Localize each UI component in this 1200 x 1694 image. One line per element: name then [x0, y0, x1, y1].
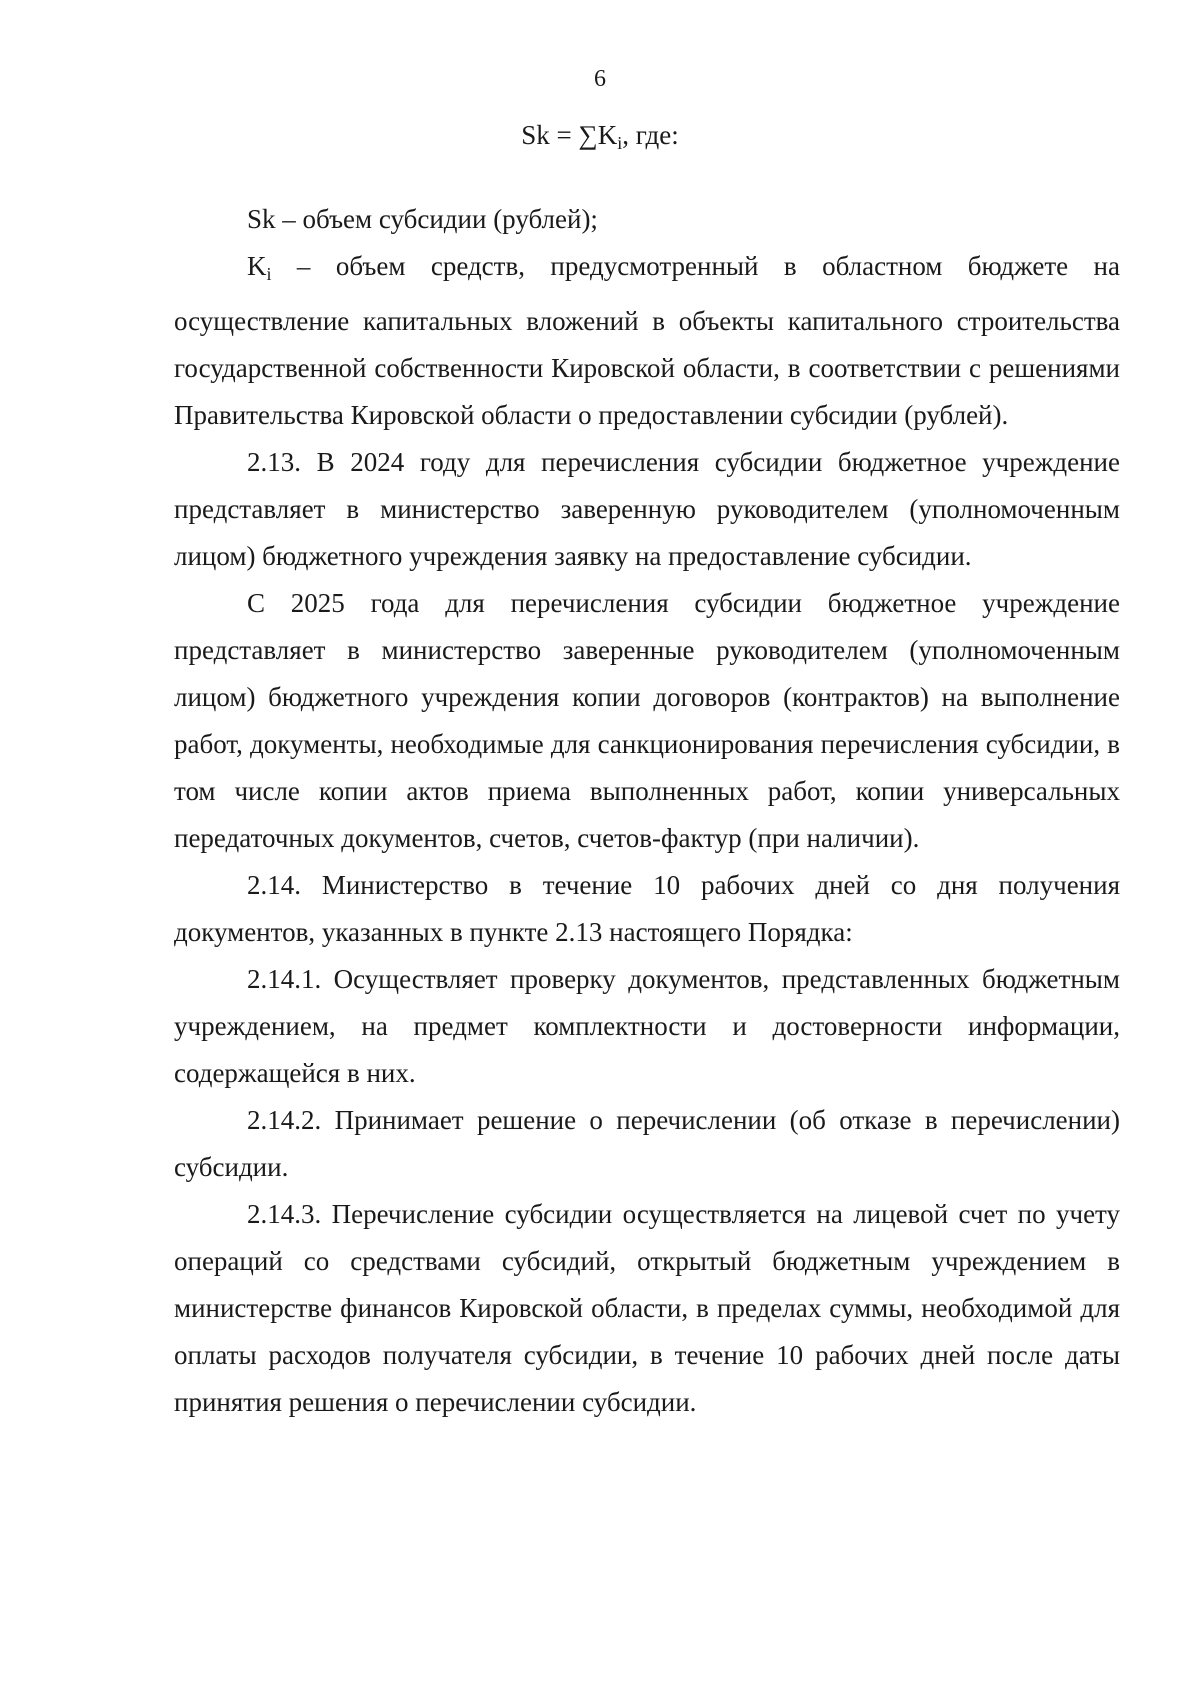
- definition-sk: Sk – объем субсидии (рублей);: [247, 204, 598, 234]
- paragraph-2025: С 2025 года для перечисления субсидии бюджетное учреждение представляет в министерство заверенные руководителем (уполномоченным лицом) бюджетного учреждения копии договоров (контрактов) на выполнение работ, документы, необходимые для санкционирования перечисления субсидии, в том числе копии актов приема выполненных работ, копии универсальных передаточных документов, счетов, счетов-фактур (при наличии).: [174, 588, 1120, 853]
- definition-ki: [174, 243, 1120, 439]
- paragraph-2-14-3: 2.14.3. Перечисление субсидии осуществляется на лицевой счет по учету операций со средствами субсидий, открытый бюджетным учреждением в министерстве финансов Кировской области, в пределах суммы, необходимой для оплаты расходов получателя субсидии, в течение 10 рабочих дней после даты принятия решения о перечислении субсидии.: [174, 1199, 1120, 1417]
- paragraph-2-14-2: 2.14.2. Принимает решение о перечислении (об отказе в перечислении) субсидии.: [174, 1105, 1120, 1182]
- ki-subscript: i: [266, 264, 272, 284]
- ki-text: – объем средств, предусмотренный в областном бюджете на осуществление капитальных вложений в объекты капитального строительства государственной собственности Кировской области, в соответствии с решениями Правительства Кировской области о предоставлении субсидии (рублей).: [174, 251, 1120, 430]
- formula: [0, 120, 1200, 154]
- page-number: 6: [594, 66, 606, 92]
- formula-left: Sk = ∑K: [521, 120, 618, 150]
- document-body: [174, 196, 1120, 1426]
- formula-subscript: i: [617, 133, 623, 153]
- paragraph-2-13: 2.13. В 2024 году для перечисления субсидии бюджетное учреждение представляет в министерство заверенную руководителем (уполномоченным лицом) бюджетного учреждения заявку на предоставление субсидии.: [174, 447, 1120, 571]
- ki-symbol: K: [247, 251, 267, 281]
- paragraph-2-14: 2.14. Министерство в течение 10 рабочих дней со дня получения документов, указанных в пункте 2.13 настоящего Порядка:: [174, 870, 1120, 947]
- formula-right: , где:: [622, 120, 679, 150]
- paragraph-2-14-1: 2.14.1. Осуществляет проверку документов, представленных бюджетным учреждением, на предмет комплектности и достоверности информации, содержащейся в них.: [174, 964, 1120, 1088]
